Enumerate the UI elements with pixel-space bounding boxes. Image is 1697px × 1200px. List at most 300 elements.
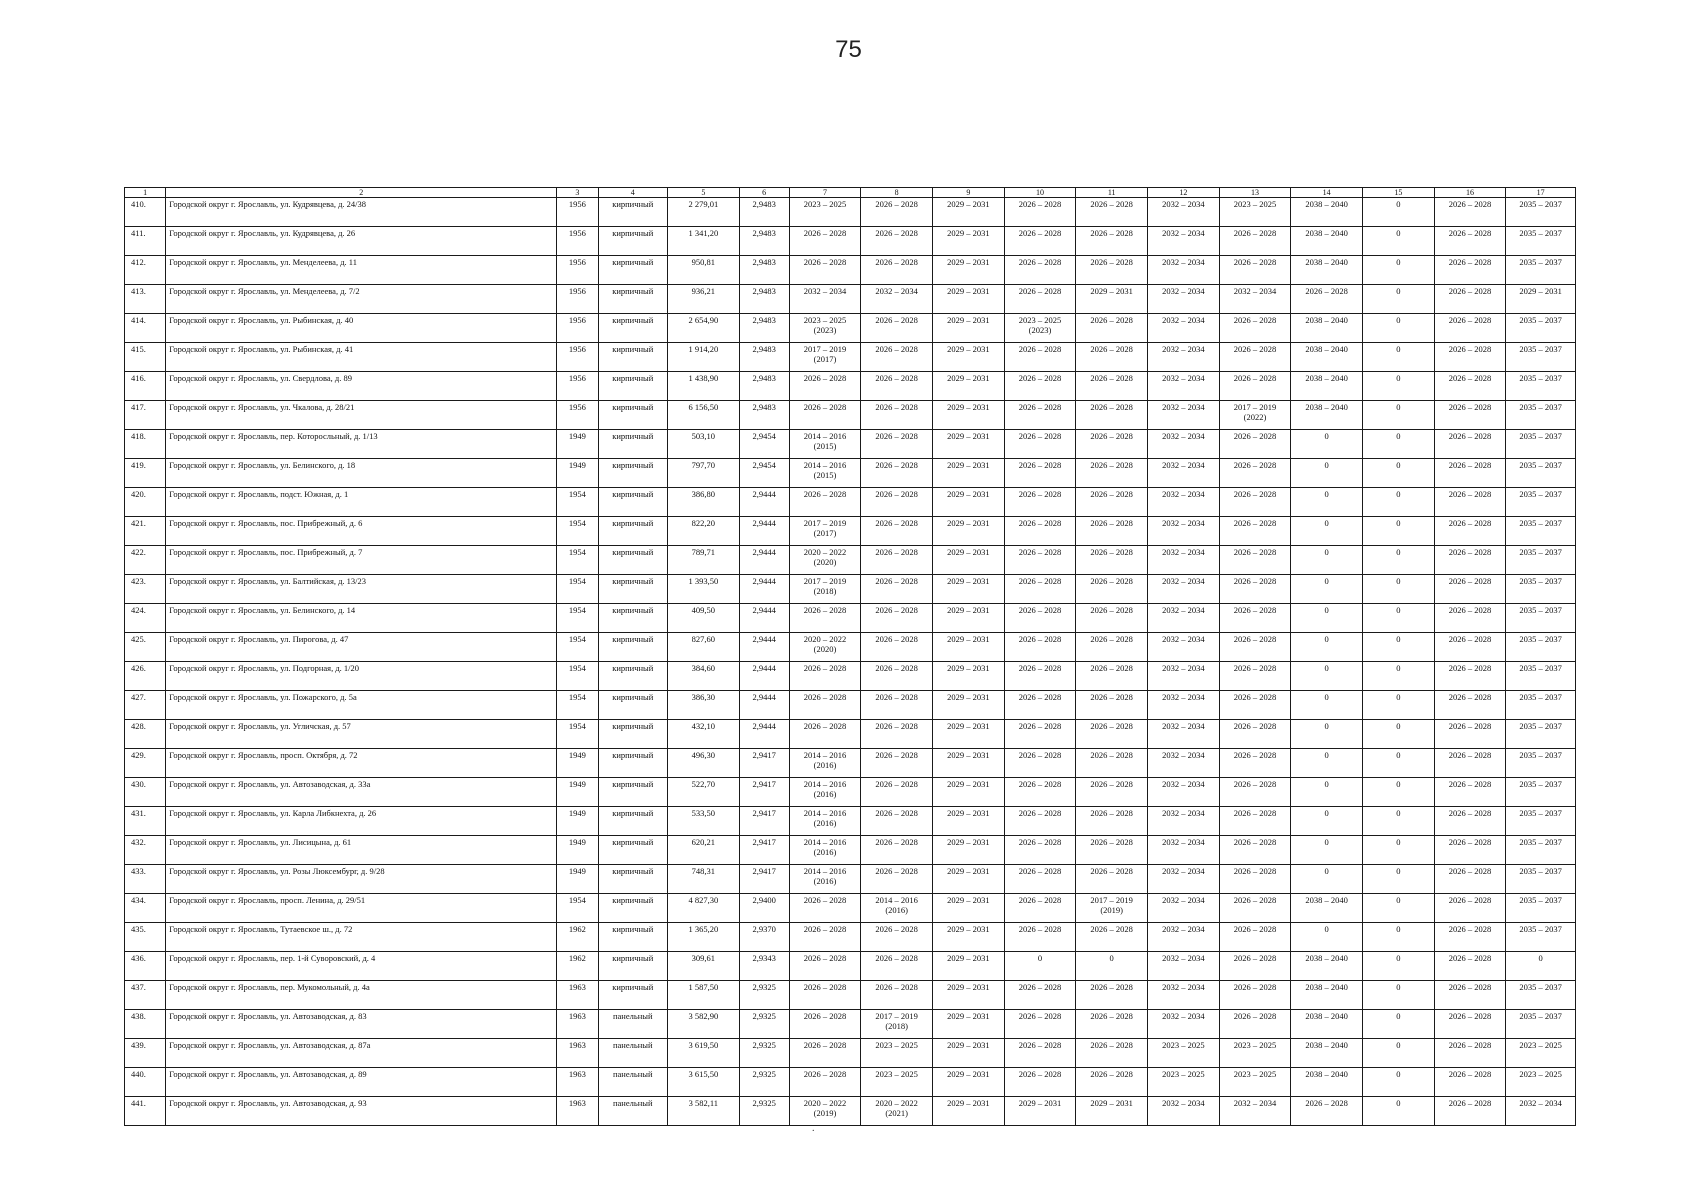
rate-cell	[739, 459, 789, 488]
period-cell	[1291, 459, 1363, 488]
period-cell-value: 2026 – 2028	[803, 663, 847, 673]
year-cell-value: 1963	[568, 982, 586, 992]
rate-cell	[739, 952, 789, 981]
rate-cell-value: 2,9444	[752, 634, 776, 644]
period-cell	[1004, 894, 1076, 923]
rate-cell-value: 2,9444	[752, 663, 776, 673]
period-cell-value: 0	[1396, 808, 1401, 818]
period-cell-value: 0	[1396, 257, 1401, 267]
period-cell-value: 2026 – 2028	[875, 953, 918, 963]
period-cell	[1506, 865, 1576, 894]
period-cell	[1434, 1010, 1506, 1039]
period-cell	[1506, 836, 1576, 865]
year-cell-value: 1949	[568, 750, 586, 760]
period-cell-value: 2014 – 2016	[803, 837, 847, 847]
period-cell-value: 2038 – 2040	[1305, 1069, 1348, 1079]
period-cell-value: 2038 – 2040	[1305, 257, 1348, 267]
wall-material-cell-value: кирпичный	[612, 489, 654, 499]
period-cell	[1434, 662, 1506, 691]
period-cell-value: 2026 – 2028	[1448, 402, 1492, 412]
period-cell-value: 2026 – 2028	[1018, 982, 1062, 992]
period-cell-value: 2026 – 2028	[1090, 315, 1133, 325]
area-cell	[668, 894, 740, 923]
period-cell	[861, 546, 933, 575]
period-cell	[932, 314, 1004, 343]
period-cell	[1434, 430, 1506, 459]
period-cell	[1363, 836, 1435, 865]
period-cell	[1076, 981, 1148, 1010]
period-cell	[1506, 1010, 1576, 1039]
period-cell	[1219, 1010, 1291, 1039]
period-cell-value: 2032 – 2034	[1162, 953, 1205, 963]
year-cell	[557, 662, 598, 691]
period-cell-value: 2035 – 2037	[1519, 489, 1562, 499]
period-cell-value: 2026 – 2028	[1090, 518, 1133, 528]
period-cell	[1076, 459, 1148, 488]
address-cell	[166, 1010, 557, 1039]
period-cell	[1291, 401, 1363, 430]
rate-cell-value: 2,9483	[752, 344, 776, 354]
period-cell	[932, 1039, 1004, 1068]
year-cell-value: 1956	[568, 402, 586, 412]
period-cell	[1506, 517, 1576, 546]
period-cell	[1291, 865, 1363, 894]
wall-material-cell	[598, 633, 668, 662]
period-cell-value: 2026 – 2028	[875, 228, 918, 238]
period-cell-value: 2026 – 2028	[1018, 373, 1062, 383]
period-cell-value: 2026 – 2028	[1448, 721, 1492, 731]
area-cell	[668, 604, 740, 633]
period-cell-value: 2026 – 2028	[1448, 895, 1492, 905]
period-cell-value: 2026 – 2028	[1448, 315, 1492, 325]
period-cell	[1363, 662, 1435, 691]
period-cell	[1363, 778, 1435, 807]
wall-material-cell-value: кирпичный	[612, 895, 654, 905]
area-cell	[668, 198, 740, 227]
period-cell	[789, 894, 861, 923]
rate-cell	[739, 285, 789, 314]
address-cell	[166, 923, 557, 952]
period-cell	[1148, 517, 1220, 546]
period-cell-value: 0	[1396, 547, 1401, 557]
period-cell-value: 2023 – 2025	[1233, 199, 1277, 209]
period-cell	[1148, 604, 1220, 633]
period-cell	[1148, 836, 1220, 865]
period-cell-value: 2029 – 2031	[947, 547, 990, 557]
period-cell	[861, 285, 933, 314]
period-cell	[1506, 459, 1576, 488]
period-cell-value: 2035 – 2037	[1519, 257, 1562, 267]
rate-cell-value: 2,9483	[752, 228, 776, 238]
column-number: 17	[1506, 188, 1576, 198]
period-cell-value: 0	[1396, 866, 1401, 876]
period-cell	[1291, 1039, 1363, 1068]
period-cell	[789, 1039, 861, 1068]
period-cell-value: 2032 – 2034	[1162, 721, 1205, 731]
year-cell	[557, 604, 598, 633]
wall-material-cell	[598, 372, 668, 401]
period-cell-value: 0	[1396, 373, 1401, 383]
table-row	[125, 430, 1576, 459]
period-cell-value: 2017 – 2019	[875, 1011, 918, 1021]
row-number-value: 434.	[131, 895, 146, 905]
period-cell-value: 2023 – 2025	[1519, 1040, 1562, 1050]
period-cell-value: 2035 – 2037	[1519, 982, 1562, 992]
period-cell-value: 2026 – 2028	[1448, 228, 1492, 238]
period-cell	[1291, 343, 1363, 372]
period-cell-value: 2032 – 2034	[1162, 460, 1205, 470]
period-cell-value: 2035 – 2037	[1519, 808, 1562, 818]
row-number	[125, 1068, 166, 1097]
address-cell-value: Городской округ г. Ярославль, ул. Розы Люксембург, д. 9/28	[169, 866, 385, 876]
area-cell-value: 1 438,90	[688, 373, 719, 383]
period-cell-value: 2029 – 2031	[947, 344, 990, 354]
period-cell	[1148, 865, 1220, 894]
rate-cell-value: 2,9444	[752, 518, 776, 528]
period-cell-value: 2029 – 2031	[947, 373, 990, 383]
period-cell	[789, 1010, 861, 1039]
period-cell	[932, 546, 1004, 575]
row-number	[125, 488, 166, 517]
period-cell-value: 0	[1324, 605, 1329, 615]
period-cell	[1219, 807, 1291, 836]
wall-material-cell-value: кирпичный	[612, 373, 654, 383]
address-cell-value: Городской округ г. Ярославль, ул. Менделеева, д. 7/2	[169, 286, 360, 296]
wall-material-cell-value: кирпичный	[612, 344, 654, 354]
rate-cell	[739, 488, 789, 517]
period-cell-value: 0	[1324, 576, 1329, 586]
period-cell-value: 2026 – 2028	[1090, 605, 1133, 615]
period-cell-value: 2026 – 2028	[803, 1040, 847, 1050]
area-cell	[668, 401, 740, 430]
table-row	[125, 691, 1576, 720]
period-cell	[1506, 430, 1576, 459]
period-cell-value: 2029 – 2031	[1090, 286, 1133, 296]
period-cell	[1363, 285, 1435, 314]
period-cell-value: 2035 – 2037	[1519, 431, 1562, 441]
rate-cell	[739, 401, 789, 430]
wall-material-cell-value: кирпичный	[612, 953, 654, 963]
year-cell-value: 1962	[568, 924, 586, 934]
period-cell	[932, 923, 1004, 952]
period-cell	[789, 314, 861, 343]
period-cell	[1076, 894, 1148, 923]
column-number: 11	[1076, 188, 1148, 198]
period-cell	[861, 198, 933, 227]
address-cell	[166, 691, 557, 720]
row-number	[125, 691, 166, 720]
wall-material-cell-value: кирпичный	[612, 257, 654, 267]
row-number-value: 417.	[131, 402, 146, 412]
period-cell-value: 2026 – 2028	[1233, 605, 1277, 615]
area-cell-value: 1 914,20	[688, 344, 719, 354]
period-cell	[1148, 314, 1220, 343]
wall-material-cell-value: кирпичный	[612, 837, 654, 847]
period-cell	[1219, 488, 1291, 517]
period-cell	[1291, 923, 1363, 952]
period-cell	[789, 546, 861, 575]
register-table	[124, 187, 1576, 1126]
area-cell	[668, 691, 740, 720]
period-cell-value: 2032 – 2034	[1162, 518, 1205, 528]
period-cell	[932, 227, 1004, 256]
wall-material-cell-value: панельный	[612, 1069, 653, 1079]
period-cell	[1004, 343, 1076, 372]
period-cell-value: 2026 – 2028	[1090, 344, 1133, 354]
period-cell	[1506, 227, 1576, 256]
wall-material-cell	[598, 691, 668, 720]
period-cell-value: 2026 – 2028	[1233, 315, 1277, 325]
area-cell	[668, 1010, 740, 1039]
period-cell-value: 2026 – 2028	[1233, 750, 1277, 760]
row-number	[125, 778, 166, 807]
period-cell	[861, 836, 933, 865]
row-number	[125, 227, 166, 256]
rate-cell-value: 2,9444	[752, 489, 776, 499]
wall-material-cell	[598, 807, 668, 836]
period-cell	[1506, 720, 1576, 749]
period-cell-value: 2026 – 2028	[1018, 257, 1062, 267]
area-cell	[668, 778, 740, 807]
rate-cell	[739, 517, 789, 546]
table-row	[125, 865, 1576, 894]
period-cell-actual-year: (2023)	[813, 325, 837, 335]
period-cell-value: 2026 – 2028	[803, 489, 847, 499]
period-cell	[1434, 227, 1506, 256]
period-cell-value: 0	[1396, 895, 1401, 905]
period-cell	[1148, 1097, 1220, 1126]
period-cell-value: 2026 – 2028	[1018, 518, 1062, 528]
period-cell-value: 2026 – 2028	[1018, 1040, 1062, 1050]
period-cell-value: 2026 – 2028	[803, 721, 847, 731]
period-cell-value: 2026 – 2028	[803, 924, 847, 934]
year-cell	[557, 1039, 598, 1068]
address-cell	[166, 401, 557, 430]
row-number-value: 410.	[131, 199, 146, 209]
period-cell-value: 0	[1396, 634, 1401, 644]
period-cell-value: 2026 – 2028	[1233, 576, 1277, 586]
period-cell-value: 2026 – 2028	[1448, 1098, 1492, 1108]
period-cell	[1434, 314, 1506, 343]
period-cell-value: 2026 – 2028	[1233, 1011, 1277, 1021]
year-cell-value: 1956	[568, 228, 586, 238]
wall-material-cell	[598, 749, 668, 778]
period-cell-value: 2026 – 2028	[875, 982, 918, 992]
period-cell-value: 2032 – 2034	[1162, 576, 1205, 586]
period-cell	[861, 227, 933, 256]
period-cell-actual-year: (2023)	[1028, 325, 1052, 335]
period-cell-value: 2035 – 2037	[1519, 547, 1562, 557]
year-cell	[557, 372, 598, 401]
period-cell	[1148, 749, 1220, 778]
period-cell-value: 2035 – 2037	[1519, 750, 1562, 760]
period-cell-value: 2035 – 2037	[1519, 373, 1562, 383]
period-cell-value: 2026 – 2028	[1448, 460, 1492, 470]
period-cell	[932, 981, 1004, 1010]
period-cell	[1219, 720, 1291, 749]
period-cell-actual-year: (2021)	[885, 1108, 908, 1118]
period-cell	[932, 256, 1004, 285]
area-cell-value: 1 341,20	[688, 228, 719, 238]
period-cell-value: 0	[1396, 1040, 1401, 1050]
period-cell-value: 2026 – 2028	[1090, 663, 1133, 673]
period-cell	[1506, 894, 1576, 923]
period-cell	[1004, 1010, 1076, 1039]
period-cell-value: 2026 – 2028	[1233, 721, 1277, 731]
address-cell-value: Городской округ г. Ярославль, ул. Менделеева, д. 11	[169, 257, 357, 267]
rate-cell	[739, 372, 789, 401]
period-cell	[1219, 546, 1291, 575]
period-cell-value: 0	[1324, 779, 1329, 789]
table-row	[125, 1097, 1576, 1126]
period-cell	[1363, 546, 1435, 575]
row-number	[125, 1039, 166, 1068]
year-cell	[557, 836, 598, 865]
row-number-value: 421.	[131, 518, 146, 528]
period-cell-value: 0	[1324, 547, 1329, 557]
period-cell-value: 2026 – 2028	[1090, 721, 1133, 731]
period-cell-value: 2026 – 2028	[1233, 982, 1277, 992]
row-number-value: 436.	[131, 953, 146, 963]
period-cell	[861, 952, 933, 981]
period-cell	[1363, 807, 1435, 836]
period-cell-value: 2032 – 2034	[1162, 866, 1205, 876]
wall-material-cell	[598, 256, 668, 285]
wall-material-cell	[598, 981, 668, 1010]
period-cell	[932, 894, 1004, 923]
period-cell-actual-year: (2016)	[813, 818, 837, 828]
row-number	[125, 662, 166, 691]
period-cell	[1506, 807, 1576, 836]
row-number-value: 428.	[131, 721, 146, 731]
table-row	[125, 1068, 1576, 1097]
period-cell	[1291, 720, 1363, 749]
table-row	[125, 343, 1576, 372]
table-row	[125, 575, 1576, 604]
period-cell	[1506, 633, 1576, 662]
rate-cell	[739, 227, 789, 256]
wall-material-cell-value: кирпичный	[612, 605, 654, 615]
row-number-value: 433.	[131, 866, 146, 876]
rate-cell-value: 2,9483	[752, 257, 776, 267]
period-cell	[1434, 517, 1506, 546]
wall-material-cell	[598, 459, 668, 488]
period-cell-value: 0	[1396, 489, 1401, 499]
wall-material-cell	[598, 517, 668, 546]
address-cell-value: Городской округ г. Ярославль, ул. Пирогова, д. 47	[169, 634, 349, 644]
period-cell-value: 2032 – 2034	[875, 286, 918, 296]
period-cell	[932, 1010, 1004, 1039]
row-number-value: 422.	[131, 547, 146, 557]
area-cell-value: 789,71	[691, 547, 716, 557]
period-cell-value: 2026 – 2028	[1305, 1098, 1348, 1108]
period-cell	[1434, 459, 1506, 488]
period-cell-value: 2026 – 2028	[1090, 373, 1133, 383]
period-cell	[1076, 807, 1148, 836]
year-cell	[557, 749, 598, 778]
period-cell-value: 2032 – 2034	[1162, 315, 1205, 325]
period-cell	[1363, 604, 1435, 633]
period-cell-value: 2026 – 2028	[1090, 460, 1133, 470]
area-cell	[668, 459, 740, 488]
period-cell-value: 2026 – 2028	[1018, 1011, 1062, 1021]
wall-material-cell	[598, 836, 668, 865]
column-number: 7	[789, 188, 861, 198]
period-cell	[932, 836, 1004, 865]
period-cell	[1363, 1010, 1435, 1039]
period-cell	[932, 865, 1004, 894]
rate-cell-value: 2,9444	[752, 605, 776, 615]
year-cell	[557, 488, 598, 517]
period-cell-value: 2029 – 2031	[947, 982, 990, 992]
wall-material-cell	[598, 227, 668, 256]
wall-material-cell-value: кирпичный	[612, 576, 654, 586]
area-cell	[668, 749, 740, 778]
period-cell	[1434, 285, 1506, 314]
period-cell	[861, 807, 933, 836]
period-cell-value: 2026 – 2028	[1018, 692, 1062, 702]
rate-cell	[739, 923, 789, 952]
year-cell	[557, 720, 598, 749]
period-cell-value: 2032 – 2034	[1162, 982, 1205, 992]
period-cell-value: 2026 – 2028	[803, 982, 847, 992]
period-cell	[1363, 343, 1435, 372]
period-cell-value: 0	[1396, 953, 1401, 963]
period-cell	[1148, 372, 1220, 401]
rate-cell-value: 2,9417	[752, 779, 776, 789]
period-cell-value: 2029 – 2031	[947, 199, 990, 209]
period-cell-value: 2035 – 2037	[1519, 837, 1562, 847]
period-cell-value: 2017 – 2019	[803, 344, 847, 354]
period-cell-value: 2014 – 2016	[875, 895, 918, 905]
column-number: 3	[557, 188, 598, 198]
address-cell-value: Городской округ г. Ярославль, ул. Автозаводская, д. 89	[169, 1069, 367, 1079]
period-cell-value: 0	[1396, 228, 1401, 238]
period-cell	[1004, 952, 1076, 981]
row-number-value: 412.	[131, 257, 146, 267]
period-cell	[1004, 285, 1076, 314]
period-cell-value: 2017 – 2019	[803, 576, 847, 586]
period-cell-value: 2029 – 2031	[947, 634, 990, 644]
period-cell-value: 2026 – 2028	[1018, 431, 1062, 441]
period-cell	[932, 1097, 1004, 1126]
address-cell-value: Городской округ г. Ярославль, ул. Карла Либкнехта, д. 26	[169, 808, 377, 818]
period-cell-value: 2026 – 2028	[1233, 924, 1277, 934]
period-cell-value: 2026 – 2028	[1233, 518, 1277, 528]
address-cell	[166, 981, 557, 1010]
period-cell-value: 2026 – 2028	[1448, 373, 1492, 383]
period-cell-actual-year: (2016)	[885, 905, 908, 915]
row-number-value: 427.	[131, 692, 146, 702]
period-cell-value: 2026 – 2028	[1018, 547, 1062, 557]
period-cell	[1148, 633, 1220, 662]
period-cell	[1004, 1068, 1076, 1097]
rate-cell-value: 2,9370	[752, 924, 776, 934]
address-cell	[166, 865, 557, 894]
period-cell-value: 2029 – 2031	[947, 257, 990, 267]
address-cell-value: Городской округ г. Ярославль, ул. Подгорная, д. 1/20	[169, 663, 360, 673]
period-cell-value: 2023 – 2025	[1018, 315, 1062, 325]
period-cell-value: 0	[1396, 837, 1401, 847]
wall-material-cell	[598, 1010, 668, 1039]
area-cell-value: 2 654,90	[688, 315, 719, 325]
period-cell	[1219, 952, 1291, 981]
period-cell	[789, 981, 861, 1010]
year-cell	[557, 894, 598, 923]
period-cell-value: 2032 – 2034	[1162, 692, 1205, 702]
period-cell-value: 2026 – 2028	[875, 605, 918, 615]
period-cell-value: 0	[1396, 779, 1401, 789]
